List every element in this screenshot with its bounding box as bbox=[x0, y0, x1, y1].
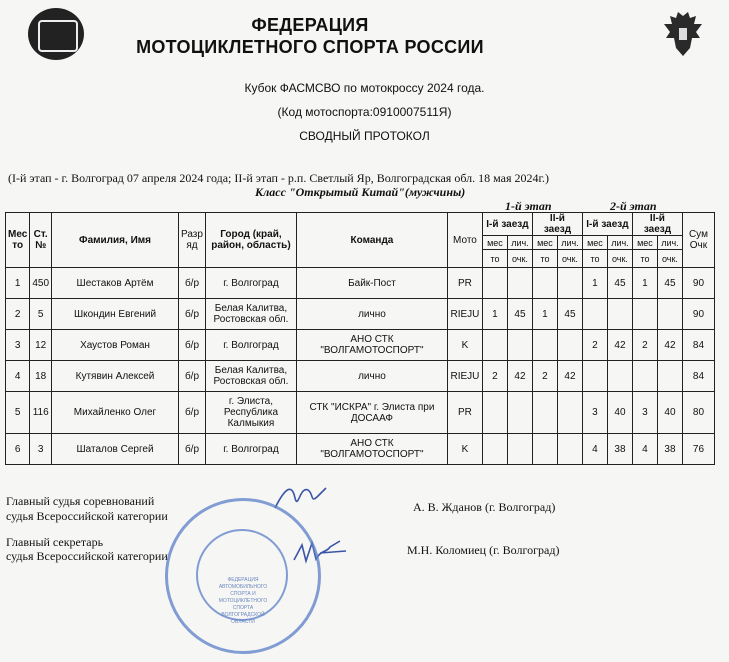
cell-team: лично bbox=[296, 361, 447, 392]
coat-of-arms-icon bbox=[660, 10, 706, 62]
federation-title-line1: ФЕДЕРАЦИЯ bbox=[251, 15, 369, 35]
cell-s1-heat1-pts bbox=[507, 434, 532, 465]
cell-rank: б/р bbox=[179, 392, 206, 434]
cell-s1-heat2-pts bbox=[557, 268, 582, 299]
hdr-lich: лич. bbox=[607, 236, 632, 250]
cell-s2-heat2-pos bbox=[632, 361, 657, 392]
col-num: Ст. № bbox=[30, 213, 52, 268]
cell-s2-heat2-pts bbox=[657, 361, 682, 392]
cell-s2-heat1-pos: 4 bbox=[582, 434, 607, 465]
hdr-mes: мес bbox=[582, 236, 607, 250]
col-s2-heat2: II-й заезд bbox=[632, 213, 682, 236]
cell-sum: 80 bbox=[682, 392, 714, 434]
cell-s1-heat1-pos bbox=[482, 392, 507, 434]
cell-s2-heat1-pts: 45 bbox=[607, 268, 632, 299]
hdr-mes: мес bbox=[532, 236, 557, 250]
cell-s1-heat1-pos: 2 bbox=[482, 361, 507, 392]
cell-num: 116 bbox=[30, 392, 52, 434]
table-row bbox=[6, 330, 715, 361]
cell-s1-heat2-pts bbox=[557, 434, 582, 465]
protocol-title: СВОДНЫЙ ПРОТОКОЛ bbox=[299, 129, 430, 143]
cell-s2-heat1-pos: 2 bbox=[582, 330, 607, 361]
cell-s1-heat2-pos bbox=[532, 330, 557, 361]
col-place: Мес то bbox=[6, 213, 30, 268]
cell-num: 3 bbox=[30, 434, 52, 465]
cell-s2-heat2-pos: 3 bbox=[632, 392, 657, 434]
cell-moto: K bbox=[447, 434, 482, 465]
cell-city: г. Элиста, Республика Калмыкия bbox=[205, 392, 296, 434]
stamp-center-text: ФЕДЕРАЦИЯ АВТОМОБИЛЬНОГО СПОРТА И МОТОЦИКЛЕТНОГО СПОРТА ВОЛГОГРАДСКОЙ ОБЛАСТИ bbox=[218, 577, 268, 625]
federation-logo bbox=[28, 8, 84, 60]
cell-name: Хаустов Роман bbox=[52, 330, 179, 361]
cell-s2-heat2-pts: 40 bbox=[657, 392, 682, 434]
judge-title-1: Главный судья соревнований bbox=[6, 494, 155, 508]
cell-place: 5 bbox=[6, 392, 30, 434]
class-title: Класс "Открытый Китай"(мужчины) bbox=[255, 185, 466, 199]
secretary-title-2: судья Всероссийской категории bbox=[6, 549, 168, 563]
cell-rank: б/р bbox=[179, 330, 206, 361]
cell-s2-heat1-pts: 40 bbox=[607, 392, 632, 434]
cell-place: 1 bbox=[6, 268, 30, 299]
cell-name: Шаталов Сергей bbox=[52, 434, 179, 465]
cell-moto: PR bbox=[447, 268, 482, 299]
cell-s2-heat2-pts bbox=[657, 299, 682, 330]
cell-rank: б/р bbox=[179, 299, 206, 330]
cell-s2-heat1-pos: 1 bbox=[582, 268, 607, 299]
cell-s2-heat2-pts: 45 bbox=[657, 268, 682, 299]
cell-city: г. Волгоград bbox=[205, 268, 296, 299]
cell-sum: 84 bbox=[682, 361, 714, 392]
cell-sum: 84 bbox=[682, 330, 714, 361]
cell-place: 6 bbox=[6, 434, 30, 465]
cell-team: АНО СТК "ВОЛГАМОТОСПОРТ" bbox=[296, 434, 447, 465]
cell-city: г. Волгоград bbox=[205, 434, 296, 465]
stage2-label: 2-й этап bbox=[610, 199, 657, 213]
hdr-to: то bbox=[482, 250, 507, 268]
hdr-och: очк. bbox=[507, 250, 532, 268]
hdr-lich: лич. bbox=[557, 236, 582, 250]
cell-s1-heat1-pts: 42 bbox=[507, 361, 532, 392]
cell-name: Михайленко Олег bbox=[52, 392, 179, 434]
cell-place: 3 bbox=[6, 330, 30, 361]
col-moto: Мото bbox=[447, 213, 482, 268]
cell-rank: б/р bbox=[179, 361, 206, 392]
cell-s1-heat2-pts: 45 bbox=[557, 299, 582, 330]
cell-moto: PR bbox=[447, 392, 482, 434]
table-row bbox=[6, 299, 715, 330]
cell-city: Белая Калитва, Ростовская обл. bbox=[205, 299, 296, 330]
cell-team: Байк-Пост bbox=[296, 268, 447, 299]
cell-team: СТК "ИСКРА" г. Элиста при ДОСААФ bbox=[296, 392, 447, 434]
cell-num: 5 bbox=[30, 299, 52, 330]
cell-s1-heat2-pos bbox=[532, 392, 557, 434]
col-s2-heat1: I-й заезд bbox=[582, 213, 632, 236]
sport-code: (Код мотоспорта:0910007511Я) bbox=[277, 105, 452, 119]
cell-rank: б/р bbox=[179, 434, 206, 465]
cell-s2-heat2-pos: 2 bbox=[632, 330, 657, 361]
cell-s2-heat2-pts: 38 bbox=[657, 434, 682, 465]
hdr-mes: мес bbox=[632, 236, 657, 250]
cell-s1-heat1-pts bbox=[507, 330, 532, 361]
cell-s1-heat1-pts bbox=[507, 392, 532, 434]
hdr-to: то bbox=[532, 250, 557, 268]
cell-moto: K bbox=[447, 330, 482, 361]
cell-s1-heat1-pts bbox=[507, 268, 532, 299]
cell-sum: 90 bbox=[682, 268, 714, 299]
secretary-title-1: Главный секретарь bbox=[6, 535, 104, 549]
col-team: Команда bbox=[296, 213, 447, 268]
cell-name: Шкондин Евгений bbox=[52, 299, 179, 330]
cell-s2-heat1-pos: 3 bbox=[582, 392, 607, 434]
official-stamp bbox=[165, 498, 321, 654]
judge-title-2: судья Всероссийской категории bbox=[6, 509, 168, 523]
table-row bbox=[6, 392, 715, 434]
cell-num: 18 bbox=[30, 361, 52, 392]
judge-name: А. В. Жданов (г. Волгоград) bbox=[413, 500, 556, 514]
cell-s1-heat2-pts bbox=[557, 330, 582, 361]
hdr-to: то bbox=[582, 250, 607, 268]
col-s1-heat2: II-й заезд bbox=[532, 213, 582, 236]
cell-s2-heat2-pos: 1 bbox=[632, 268, 657, 299]
cup-title: Кубок ФАСМСВО по мотокроссу 2024 года. bbox=[244, 81, 485, 95]
cell-s1-heat2-pos bbox=[532, 268, 557, 299]
cell-sum: 76 bbox=[682, 434, 714, 465]
hdr-mes: мес bbox=[482, 236, 507, 250]
federation-title bbox=[110, 14, 510, 58]
cell-s2-heat1-pts bbox=[607, 299, 632, 330]
cell-s1-heat1-pos: 1 bbox=[482, 299, 507, 330]
cell-s1-heat1-pos bbox=[482, 268, 507, 299]
hdr-to: то bbox=[632, 250, 657, 268]
col-city: Город (край, район, область) bbox=[205, 213, 296, 268]
table-row bbox=[6, 268, 715, 299]
hdr-och: очк. bbox=[557, 250, 582, 268]
cell-s2-heat1-pos bbox=[582, 361, 607, 392]
cell-place: 4 bbox=[6, 361, 30, 392]
results-table bbox=[5, 212, 715, 465]
cell-num: 12 bbox=[30, 330, 52, 361]
cell-s2-heat1-pts bbox=[607, 361, 632, 392]
hdr-och: очк. bbox=[657, 250, 682, 268]
cell-team: АНО СТК "ВОЛГАМОТОСПОРТ" bbox=[296, 330, 447, 361]
cell-city: г. Волгоград bbox=[205, 330, 296, 361]
cell-sum: 90 bbox=[682, 299, 714, 330]
cell-s1-heat2-pos: 1 bbox=[532, 299, 557, 330]
table-row bbox=[6, 434, 715, 465]
stage1-label: 1-й этап bbox=[505, 199, 552, 213]
cell-s1-heat2-pts: 42 bbox=[557, 361, 582, 392]
cell-team: лично bbox=[296, 299, 447, 330]
stages-info: (I-й этап - г. Волгоград 07 апреля 2024 года; II-й этап - р.п. Светлый Яр, Волгоградская обл. 18 мая 2024г.) bbox=[8, 171, 550, 185]
cell-place: 2 bbox=[6, 299, 30, 330]
cell-s1-heat2-pos: 2 bbox=[532, 361, 557, 392]
cell-rank: б/р bbox=[179, 268, 206, 299]
cell-s1-heat2-pts bbox=[557, 392, 582, 434]
cell-moto: RIEJU bbox=[447, 299, 482, 330]
cell-name: Шестаков Артём bbox=[52, 268, 179, 299]
col-sum: Сум Очк bbox=[682, 213, 714, 268]
table-row bbox=[6, 361, 715, 392]
hdr-och: очк. bbox=[607, 250, 632, 268]
cell-name: Кутявин Алексей bbox=[52, 361, 179, 392]
cell-s2-heat1-pts: 42 bbox=[607, 330, 632, 361]
cell-s2-heat1-pos bbox=[582, 299, 607, 330]
cell-s1-heat1-pos bbox=[482, 434, 507, 465]
cell-city: Белая Калитва, Ростовская обл. bbox=[205, 361, 296, 392]
cell-s2-heat1-pts: 38 bbox=[607, 434, 632, 465]
hdr-lich: лич. bbox=[657, 236, 682, 250]
col-rank: Разр яд bbox=[179, 213, 206, 268]
cell-s1-heat1-pos bbox=[482, 330, 507, 361]
cell-moto: RIEJU bbox=[447, 361, 482, 392]
hdr-lich: лич. bbox=[507, 236, 532, 250]
cell-s2-heat2-pts: 42 bbox=[657, 330, 682, 361]
cell-s2-heat2-pos bbox=[632, 299, 657, 330]
cell-s2-heat2-pos: 4 bbox=[632, 434, 657, 465]
col-s1-heat1: I-й заезд bbox=[482, 213, 532, 236]
cell-s1-heat2-pos bbox=[532, 434, 557, 465]
secretary-name: М.Н. Коломиец (г. Волгоград) bbox=[407, 543, 560, 557]
cell-num: 450 bbox=[30, 268, 52, 299]
cell-s1-heat1-pts: 45 bbox=[507, 299, 532, 330]
federation-title-line2: МОТОЦИКЛЕТНОГО СПОРТА РОССИИ bbox=[136, 37, 484, 57]
col-name: Фамилия, Имя bbox=[52, 213, 179, 268]
